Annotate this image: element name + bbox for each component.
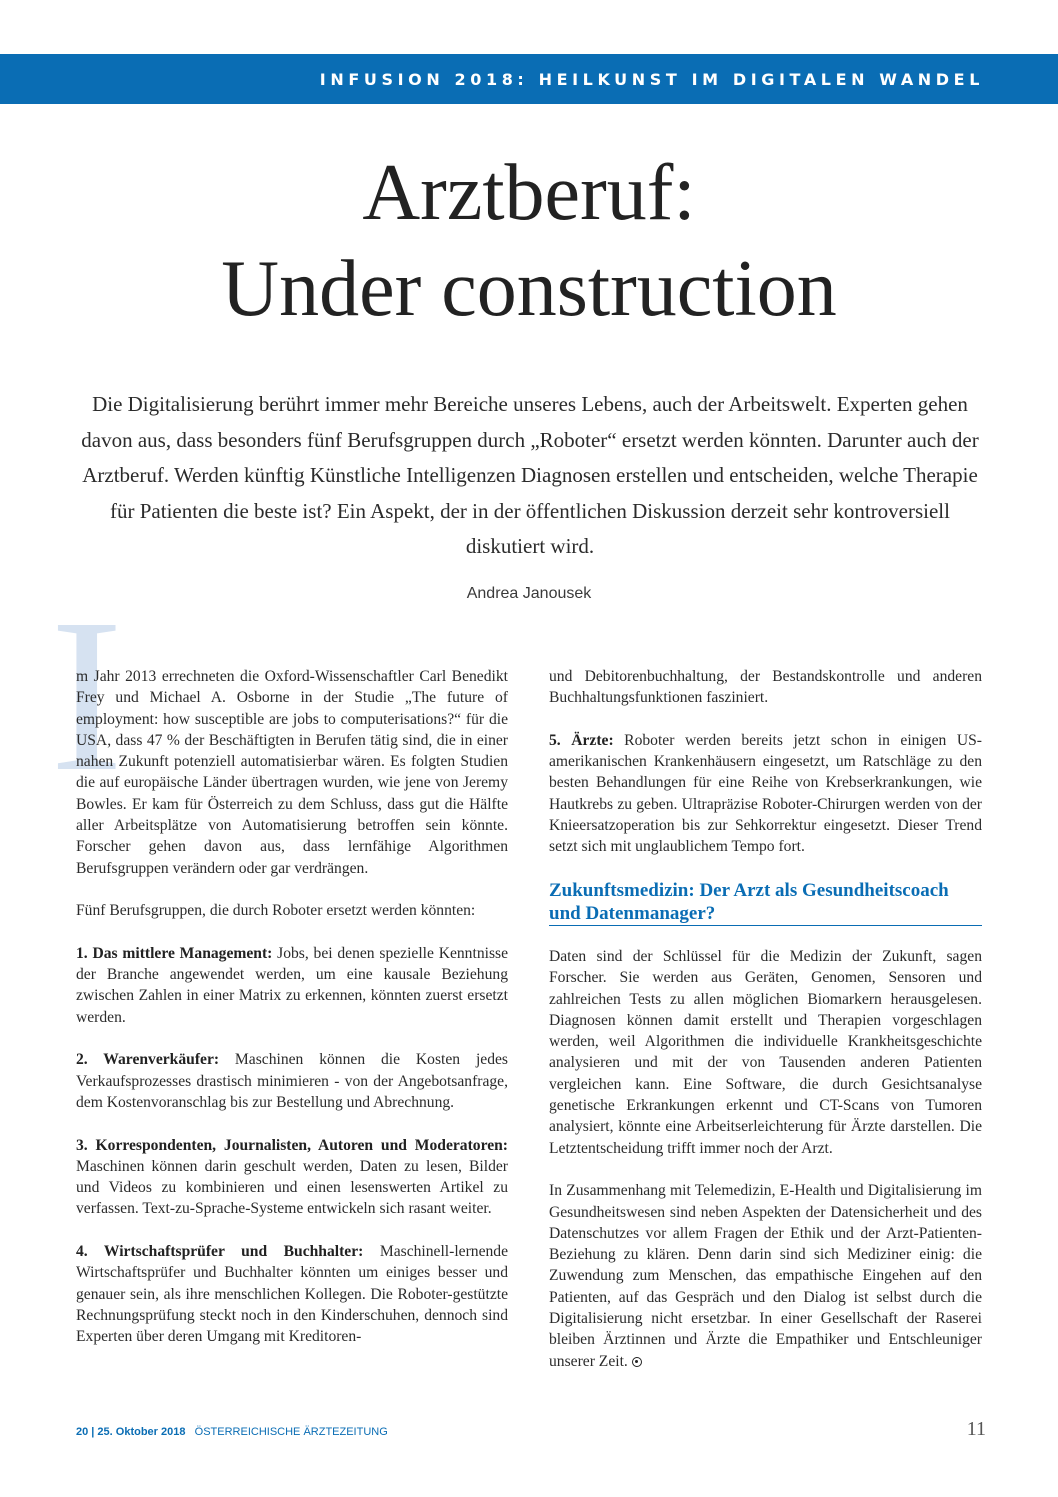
future-paragraph-1: Daten sind der Schlüssel für die Medizin der Zukunft, sagen Forscher. Sie werden aus Geräten, Genomen, Sensoren und zahlreichen Tests zu allen möglichen Biomarkern herausgelesen. Diagnosen können damit erstellt und Therapien vorgeschlagen werden, weil Algorithmen die individuelle Krankheitsgeschichte analysieren und mit der von Tausenden anderen Patienten vergleichen kann. Eine Software, die durch Gesichtsanalyse genetische Erkrankungen erkennt und CT-Scans von Tumoren analysiert, könnte eine Arbeitserleichterung für Ärzte darstellen. Die Letztentscheidung trifft immer noch der Arzt. <box>549 947 982 1157</box>
footer-issue: 20 | 25. Oktober 2018 <box>76 1426 186 1438</box>
future-paragraph-2-text: In Zusammenhang mit Telemedizin, E-Health und Digitalisierung im Gesundheitswesen sind neben Aspekten der Datensicherheit und des Datenschutzes vor allem Fragen der Ethik und der Arzt-Patienten-Beziehung zu klären. Denn darin sind sich Mediziner einig: die Zuwendung zum Menschen, das empathische Eingehen auf den Patienten, auf das Gespräch und den Dialog ist selbst durch die Digitalisierung nicht ersetzbar. In einer Gesellschaft der Raserei bleiben Ärztinnen und Ärzte die Empathiker und Entschleuniger unserer Zeit. <box>549 1182 982 1370</box>
list-item-1-text: Jobs, bei denen spezielle Kenntnisse der Branche angewendet werden, um eine kausale Beziehung zwischen Zahlen in einer Matrix zu erkennen, könnten zuerst ersetzt werden. <box>76 944 509 1026</box>
end-mark-icon <box>632 1357 642 1367</box>
list-item-1-head: 1. Das mittlere Management: <box>76 944 273 962</box>
list-item-5-text: Roboter werden bereits jetzt schon in einigen US-amerikanischen Krankenhäusern eingesetzt, um Ratschläge zu den besten Behandlungen für eine Reihe von Krebserkrankungen, wie Hautkrebs zu geben. Ultrapräzise Roboter-Chirurgen werden von der Knieersatzoperation bis zur Sehkorrektur eingesetzt. Dieser Trend setzt sich mit unglaublichem Tempo fort. <box>549 731 982 856</box>
list-item-4-head: 4. Wirtschaftsprüfer und Buchhalter: <box>76 1243 364 1261</box>
list-item-4-text: Maschinell-lernende Wirtschaftsprüfer und Buchhalter könnten um einiges besser und genauer sein, als ihre menschlichen Kollegen. Die Roboter-gestützte Rechnungsprüfung steckt noch in den Kinderschuhen, dennoch sind Experten über deren Umgang mit Kreditoren- <box>76 1243 509 1346</box>
intro-paragraph: m Jahr 2013 errechneten die Oxford-Wissenschaftler Carl Benedikt Frey und Michael A. Osborne in der Studie „The future of employment: how susceptible are jobs to computerisations?“ für die USA, dass 47 % der Beschäftigten in Berufen tätig sind, die in einer nahen Zukunft potenziell automatisierbar wären. Es folgten Studien die auf europäische Länder übertragen wurden, wie jene von Jeremy Bowles. Er kam für Österreich zu dem Schluss, dass gut die Hälfte aller Arbeitsplätze von Automatisierung betroffen sein könnte. Forscher gehen davon aus, dass lernfähige Algorithmen Berufsgruppen verändern oder gar verdrängen. <box>76 668 508 877</box>
list-item-5-head: 5. Ärzte: <box>549 731 614 749</box>
header-banner <box>0 54 1058 104</box>
continuation-paragraph: und Debitorenbuchhaltung, der Bestandskontrolle und anderen Buchhaltungsfunktionen fasziniert. <box>549 668 982 707</box>
footer <box>76 1426 388 1438</box>
list-item-3-text: Maschinen können darin geschult werden, Daten zu lesen, Bilder und Videos zu kombinieren und einen lesenswerten Artikel zu verfassen. Text-zu-Sprache-Systeme entwickeln sich rasant weiter. <box>76 1157 508 1218</box>
right-column <box>549 666 982 1393</box>
page-number: 11 <box>966 1418 986 1440</box>
list-item-3-head: 3. Korrespondenten, Journalisten, Autoren und Moderatoren: <box>76 1136 508 1154</box>
list-item-4 <box>76 1241 508 1347</box>
article-title <box>0 145 1058 337</box>
drop-cap: I <box>50 573 124 817</box>
left-column <box>76 666 508 1369</box>
title-line-1: Arztberuf: <box>362 149 696 237</box>
list-item-5 <box>549 730 982 858</box>
lead-paragraph: Die Digitalisierung berührt immer mehr Bereiche unseres Lebens, auch der Arbeitswelt. Experten gehen davon aus, dass besonders fünf Berufsgruppen durch „Roboter“ ersetzt werden könnten. Darunter auch der Arztberuf. Werden künftig Künstliche Intelligenzen Diagnosen erstellen und entscheiden, welche Therapie für Patienten die beste ist? Ein Aspekt, der in der öffentlichen Diskussion derzeit sehr kontroversiell diskutiert wird. <box>81 392 979 558</box>
list-item-3 <box>76 1135 508 1220</box>
list-item-2-head: 2. Warenverkäufer: <box>76 1051 220 1069</box>
list-item-2-text: Maschinen können die Kosten jedes Verkaufsprozesses drastisch minimieren - von der Angebotsanfrage, dem Kostenvoranschlag bis zur Bestellung und Abrechnung. <box>76 1051 508 1111</box>
list-intro: Fünf Berufsgruppen, die durch Roboter ersetzt werden könnten: <box>76 902 476 920</box>
list-item-1 <box>76 943 508 1028</box>
subheading: Zukunftsmedizin: Der Arzt als Gesundheitscoach und Datenmanager? <box>549 879 982 926</box>
section-title: INFUSION 2018: HEILKUNST IM DIGITALEN WANDEL <box>319 70 984 89</box>
title-line-2: Under construction <box>221 245 837 333</box>
footer-publication: ÖSTERREICHISCHE ÄRZTEZEITUNG <box>194 1426 388 1438</box>
author-byline: Andrea Janousek <box>466 585 592 602</box>
list-item-2 <box>76 1049 508 1113</box>
future-paragraph-2 <box>549 1180 982 1372</box>
